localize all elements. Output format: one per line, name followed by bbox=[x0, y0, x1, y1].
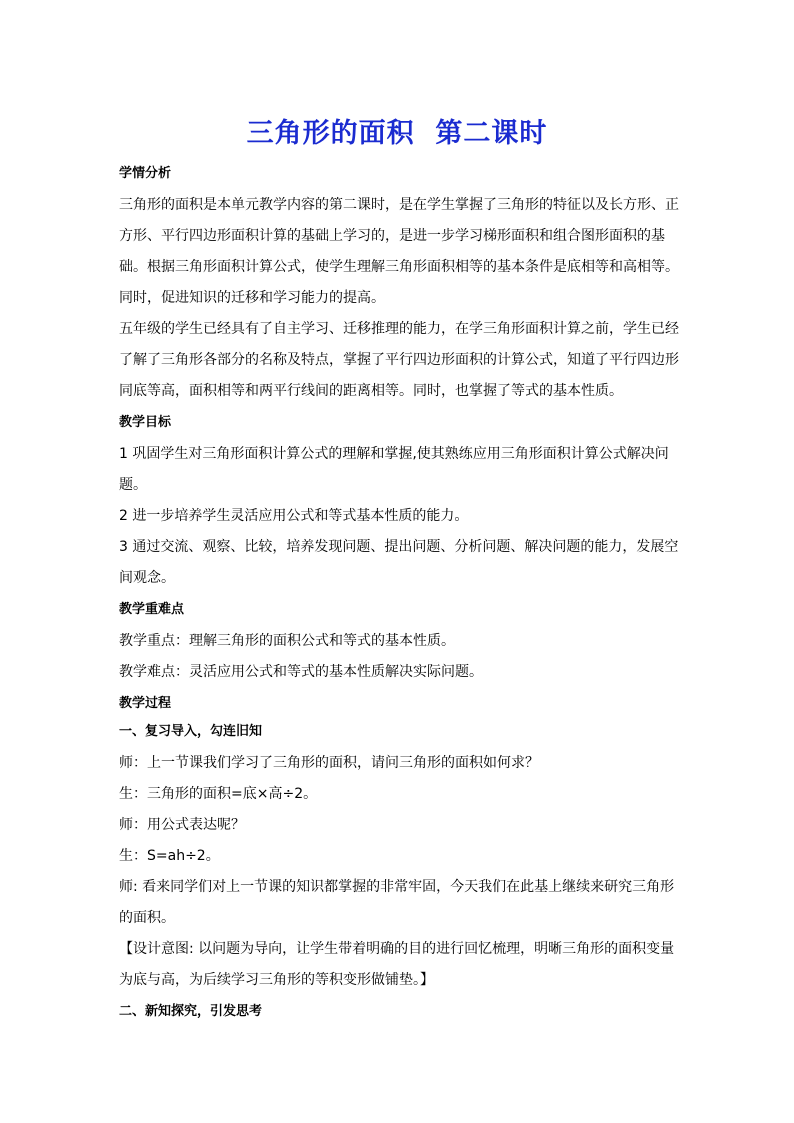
dialogue-line-5: 师: 看来同学们对上一节课的知识都掌握的非常牢固，今天我们在此基上继续来研究三角形的面积。 bbox=[119, 879, 675, 926]
dialogue-line-4: 生：S=ah÷2。 bbox=[119, 848, 220, 864]
goal-item-2: 2 进一步培养学生灵活应用公式和等式基本性质的能力。 bbox=[119, 508, 469, 524]
process-step-1-heading: 一、复习导入，勾连旧知 bbox=[119, 724, 263, 739]
design-intent-note: 【设计意图: 以问题为导向，让学生带着明确的目的进行回忆梳理，明晰三角形的面积变量为底与高，为后续学习三角形的等积变形做铺垫。】 bbox=[119, 941, 675, 988]
section-heading-analysis: 学情分析 bbox=[119, 166, 172, 181]
dialogue-line-2: 生：三角形的面积=底×高÷2。 bbox=[119, 786, 318, 802]
goal-item-3: 3 通过交流、观察、比较，培养发现问题、提出问题、分析问题、解决问题的能力，发展空间观念。 bbox=[119, 539, 679, 586]
section-heading-keypoints: 教学重难点 bbox=[119, 602, 185, 617]
section-heading-process: 教学过程 bbox=[119, 696, 172, 711]
document-body bbox=[119, 162, 679, 1028]
paragraph-analysis-2: 五年级的学生已经具有了自主学习、迁移推理的能力，在学三角形面积计算之前，学生已经了解了三角形各部分的名称及特点，掌握了平行四边形面积的计算公式，知道了平行四边形同底等高，面积相等和两平行线间的距离相等。同时，也掌握了等式的基本性质。 bbox=[119, 321, 679, 399]
paragraph-analysis-1: 三角形的面积是本单元教学内容的第二课时，是在学生掌握了三角形的特征以及长方形、正方形、平行四边形面积计算的基础上学习的，是进一步学习梯形面积和组合图形面积的基础。根据三角形面积计算公式，使学生理解三角形面积相等的基本条件是底相等和高相等。同时，促进知识的迁移和学习能力的提高。 bbox=[119, 197, 679, 306]
keypoint-difficulty: 教学难点：灵活应用公式和等式的基本性质解决实际问题。 bbox=[119, 664, 483, 680]
document-title: 三角形的面积 第二课时 bbox=[246, 118, 548, 149]
dialogue-line-3: 师：用公式表达呢？ bbox=[119, 817, 245, 833]
dialogue-line-1: 师：上一节课我们学习了三角形的面积，请问三角形的面积如何求？ bbox=[119, 755, 539, 771]
keypoint-focus: 教学重点：理解三角形的面积公式和等式的基本性质。 bbox=[119, 633, 455, 649]
process-step-2-heading: 二、新知探究，引发思考 bbox=[119, 1004, 263, 1019]
section-heading-goals: 教学目标 bbox=[119, 415, 172, 430]
goal-item-1: 1 巩固学生对三角形面积计算公式的理解和掌握,使其熟练应用三角形面积计算公式解决问题。 bbox=[119, 446, 669, 493]
